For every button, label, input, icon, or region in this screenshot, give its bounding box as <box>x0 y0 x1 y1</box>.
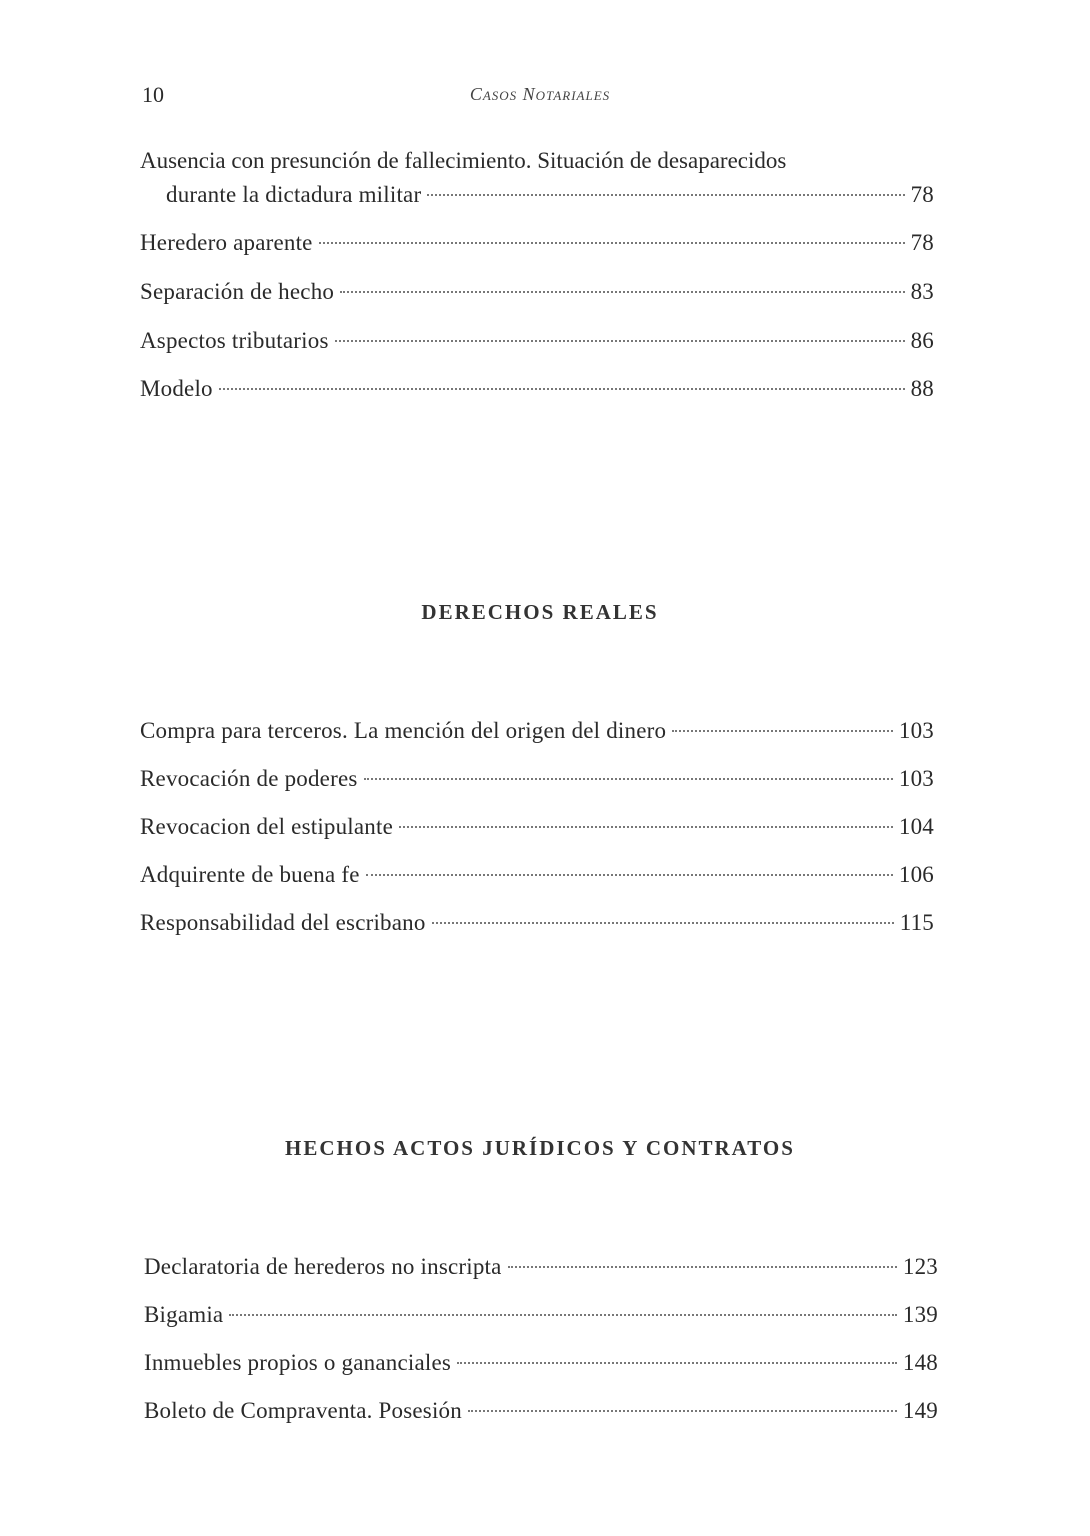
toc-entry[interactable] <box>140 764 934 794</box>
dot-leader <box>335 340 905 342</box>
dot-leader <box>427 194 904 196</box>
toc-entry-page: 86 <box>910 328 934 353</box>
page-header <box>0 82 1090 112</box>
toc-entry-page: 78 <box>910 182 934 207</box>
dot-leader <box>468 1410 897 1412</box>
toc-entry-title: Declaratoria de herederos no inscripta <box>144 1254 502 1279</box>
toc-entry-title: durante la dictadura militar <box>166 182 422 207</box>
section-heading: DERECHOS REALES <box>421 600 659 624</box>
toc-entry-page: 78 <box>910 230 934 255</box>
toc-entry[interactable] <box>144 1252 938 1282</box>
toc-entry-page: 103 <box>898 766 934 791</box>
toc-entry[interactable] <box>140 812 934 842</box>
toc-entry-title: Responsabilidad del escribano <box>140 910 426 935</box>
toc-entry-title-line1: Ausencia con presunción de fallecimiento. Situación de desaparecidos <box>140 148 787 173</box>
toc-entry-title: Separación de hecho <box>140 279 335 304</box>
dot-leader <box>366 874 893 876</box>
toc-entry[interactable] <box>140 716 934 746</box>
toc-entry-title: Revocación de poderes <box>140 766 358 791</box>
toc-entry-title: Modelo <box>140 376 213 401</box>
toc-entry-title: Aspectos tributarios <box>140 328 329 353</box>
toc-entry-title: Bigamia <box>144 1302 224 1327</box>
toc-entry-title: Heredero aparente <box>140 230 313 255</box>
dot-leader <box>364 778 893 780</box>
toc-entry-page: 106 <box>898 862 934 887</box>
toc-entry-title: Boleto de Compraventa. Posesión <box>144 1398 462 1423</box>
dot-leader <box>672 730 893 732</box>
toc-entry[interactable] <box>140 374 934 404</box>
toc-entry[interactable] <box>144 1396 938 1426</box>
toc-entry[interactable] <box>144 1348 938 1378</box>
running-title: Casos Notariales <box>469 84 611 104</box>
page-number: 10 <box>142 82 164 107</box>
toc-entry[interactable] <box>140 228 934 258</box>
toc-entry-page: 123 <box>902 1254 938 1279</box>
toc-entry[interactable] <box>140 908 934 938</box>
toc-entry-title: Compra para terceros. La mención del origen del dinero <box>140 718 667 743</box>
toc-entry-page: 148 <box>902 1350 938 1375</box>
dot-leader <box>432 922 894 924</box>
dot-leader <box>457 1362 897 1364</box>
dot-leader <box>319 242 905 244</box>
toc-entry[interactable] <box>140 326 934 356</box>
toc-entry-title: Revocacion del estipulante <box>140 814 394 839</box>
toc-entry-page: 103 <box>898 718 934 743</box>
toc-entry[interactable] <box>140 860 934 890</box>
dot-leader <box>399 826 893 828</box>
toc-entry-page: 115 <box>899 910 934 935</box>
toc-entry-page: 88 <box>910 376 934 401</box>
section-heading: HECHOS ACTOS JURÍDICOS Y CONTRATOS <box>285 1136 795 1160</box>
toc-entry[interactable] <box>140 180 934 210</box>
dot-leader <box>229 1314 897 1316</box>
toc-entry-title: Inmuebles propios o gananciales <box>144 1350 452 1375</box>
dot-leader <box>219 388 905 390</box>
toc-entry[interactable] <box>140 277 934 307</box>
toc-entry-page: 83 <box>910 279 934 304</box>
dot-leader <box>508 1266 897 1268</box>
toc-entry-page: 104 <box>898 814 934 839</box>
toc-entry-page: 139 <box>902 1302 938 1327</box>
toc-entry-page: 149 <box>902 1398 938 1423</box>
dot-leader <box>340 291 904 293</box>
toc-entry-title: Adquirente de buena fe <box>140 862 360 887</box>
toc-entry[interactable] <box>144 1300 938 1330</box>
